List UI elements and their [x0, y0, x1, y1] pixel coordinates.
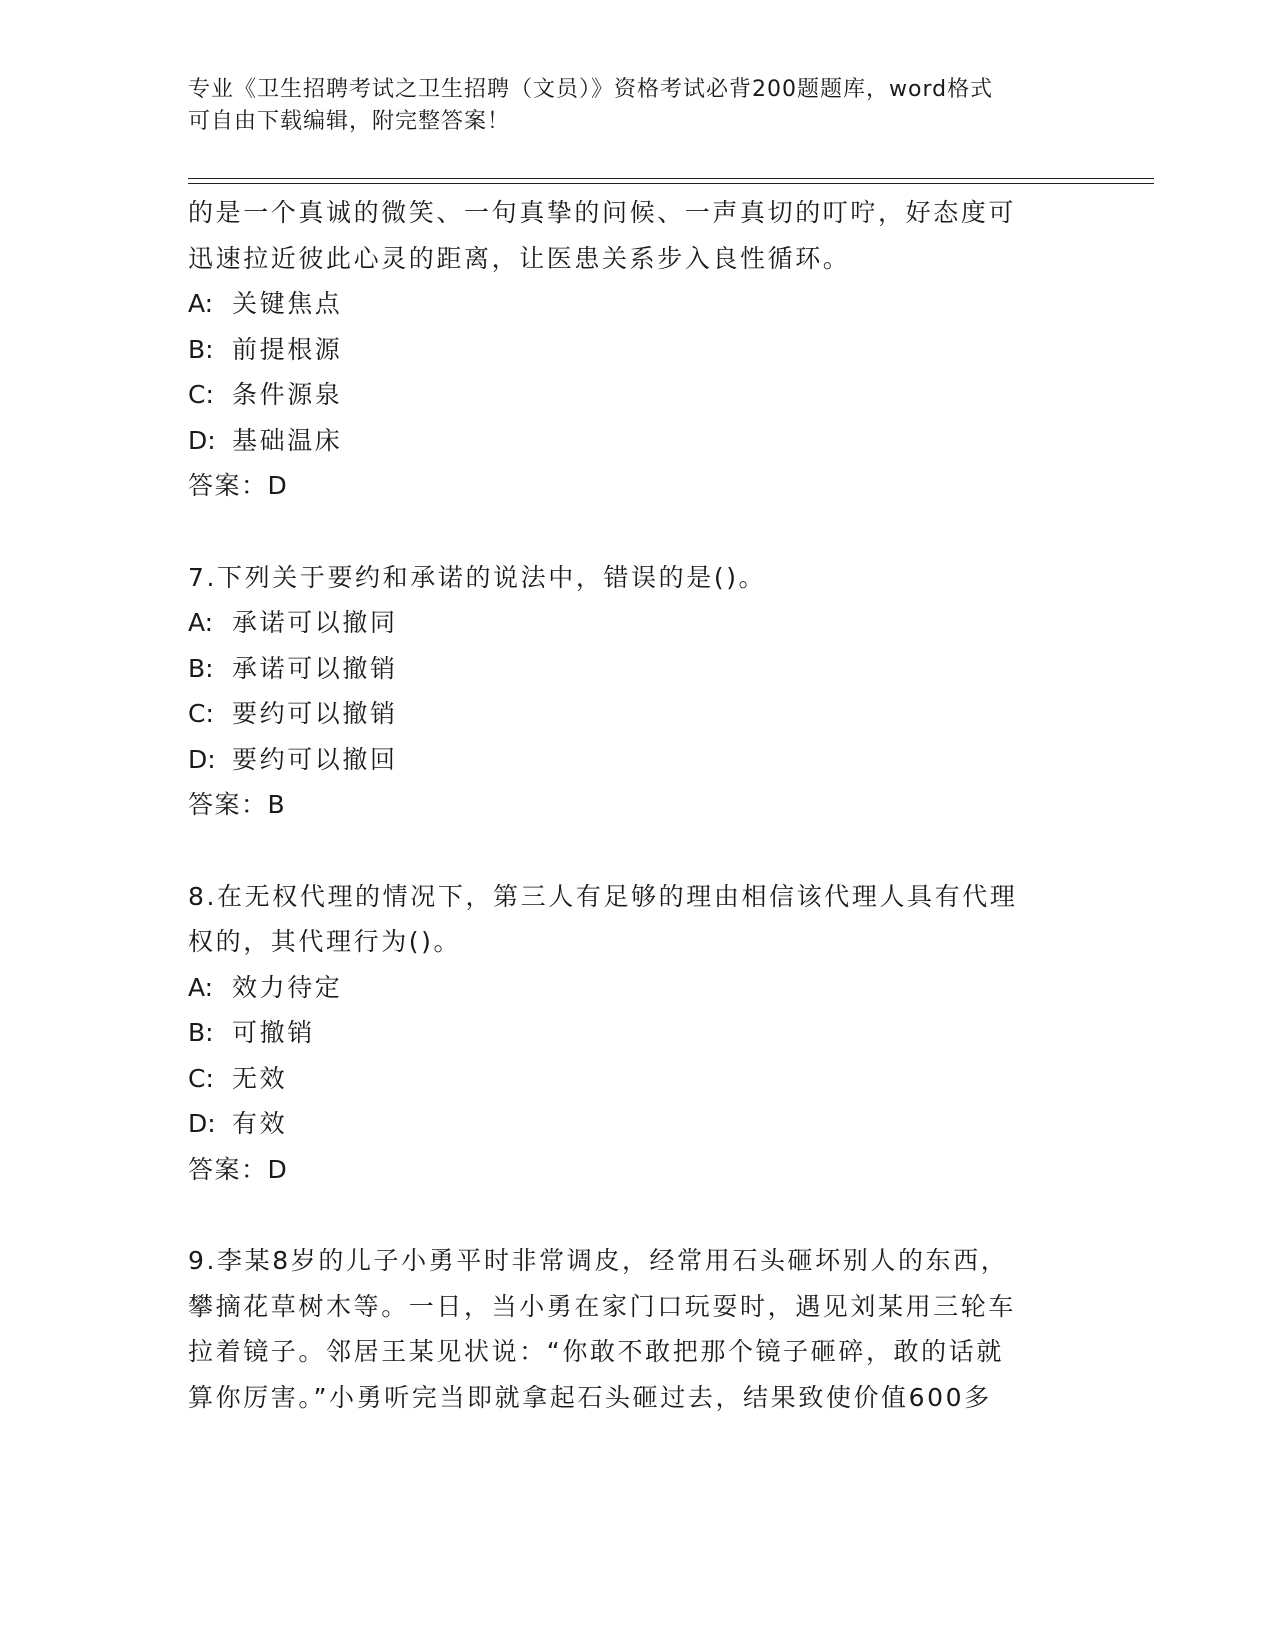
option-letter: D: [188, 425, 216, 455]
option-text: 关键焦点 [232, 289, 343, 318]
question-7-answer: 答案：B [188, 790, 287, 819]
header-line-1: 专业《卫生招聘考试之卫生招聘（文员）》资格考试必背200题题库，word格式 [188, 77, 994, 102]
question-6-option-b [188, 327, 1088, 373]
header-line-2: 可自由下载编辑，附完整答案！ [188, 109, 511, 134]
question-6-text-line-2: 迅速拉近彼此心灵的距离，让医患关系步入良性循环。 [188, 243, 851, 273]
question-8-option-d [188, 1101, 1088, 1147]
option-letter: B: [188, 334, 214, 364]
option-text: 前提根源 [232, 334, 343, 364]
spacer [188, 509, 1088, 555]
question-7-text: 7.下列关于要约和承诺的说法中，错误的是()。 [188, 562, 767, 592]
question-7-option-c [188, 691, 1088, 737]
question-8-text-line-2: 权的，其代理行为()。 [188, 927, 462, 956]
spacer [188, 1192, 1088, 1238]
option-text: 基础温床 [232, 425, 343, 455]
document-header [188, 74, 1088, 138]
question-6-option-c [188, 372, 1088, 418]
question-6-option-a [188, 281, 1088, 327]
question-7-option-b [188, 646, 1088, 692]
option-letter: D: [188, 1109, 216, 1138]
option-text: 有效 [232, 1109, 288, 1138]
document-body [188, 190, 1088, 1420]
question-7 [188, 555, 1088, 828]
question-8-option-c [188, 1056, 1088, 1102]
question-8 [188, 874, 1088, 1193]
header-divider-bottom [188, 183, 1154, 184]
question-8-option-b [188, 1010, 1088, 1056]
option-letter: B: [188, 1018, 214, 1047]
option-text: 要约可以撤回 [232, 744, 398, 774]
option-text: 效力待定 [232, 972, 343, 1002]
option-letter: C: [188, 1063, 214, 1093]
question-8-text-line-1: 8.在无权代理的情况下，第三人有足够的理由相信该代理人具有代理 [188, 881, 1018, 911]
question-7-option-d [188, 737, 1088, 783]
spacer [188, 828, 1088, 874]
option-letter: B: [188, 653, 214, 683]
question-6-answer: 答案：D [188, 471, 289, 500]
option-text: 可撤销 [232, 1018, 315, 1047]
question-6-option-d [188, 418, 1088, 464]
question-9-text-line-2: 攀摘花草树木等。一日，当小勇在家门口玩耍时，遇见刘某用三轮车 [188, 1291, 1017, 1321]
question-6-text-line-1: 的是一个真诚的微笑、一句真挚的问候、一声真切的叮咛，好态度可 [188, 198, 1017, 227]
option-text: 承诺可以撤销 [232, 653, 398, 683]
option-letter: A: [188, 289, 214, 318]
question-9 [188, 1238, 1088, 1420]
option-text: 条件源泉 [232, 380, 343, 409]
question-9-text-line-4: 算你厉害。”小勇听完当即就拿起石头砸过去，结果致使价值600多 [188, 1382, 992, 1412]
option-text: 无效 [232, 1063, 288, 1093]
question-9-text-line-1: 9.李某8岁的儿子小勇平时非常调皮，经常用石头砸坏别人的东西， [188, 1246, 1009, 1275]
option-letter: D: [188, 744, 216, 774]
question-6 [188, 190, 1088, 509]
option-letter: C: [188, 699, 214, 728]
option-text: 要约可以撤销 [232, 699, 398, 728]
option-text: 承诺可以撤同 [232, 608, 398, 637]
question-8-answer: 答案：D [188, 1154, 289, 1184]
question-8-option-a [188, 965, 1088, 1011]
question-9-text-line-3: 拉着镜子。邻居王某见状说：“你敢不敢把那个镜子砸碎，敢的话就 [188, 1337, 1004, 1366]
question-7-option-a [188, 600, 1088, 646]
option-letter: A: [188, 608, 214, 637]
option-letter: C: [188, 380, 214, 409]
option-letter: A: [188, 972, 214, 1002]
header-divider-top [188, 178, 1154, 179]
